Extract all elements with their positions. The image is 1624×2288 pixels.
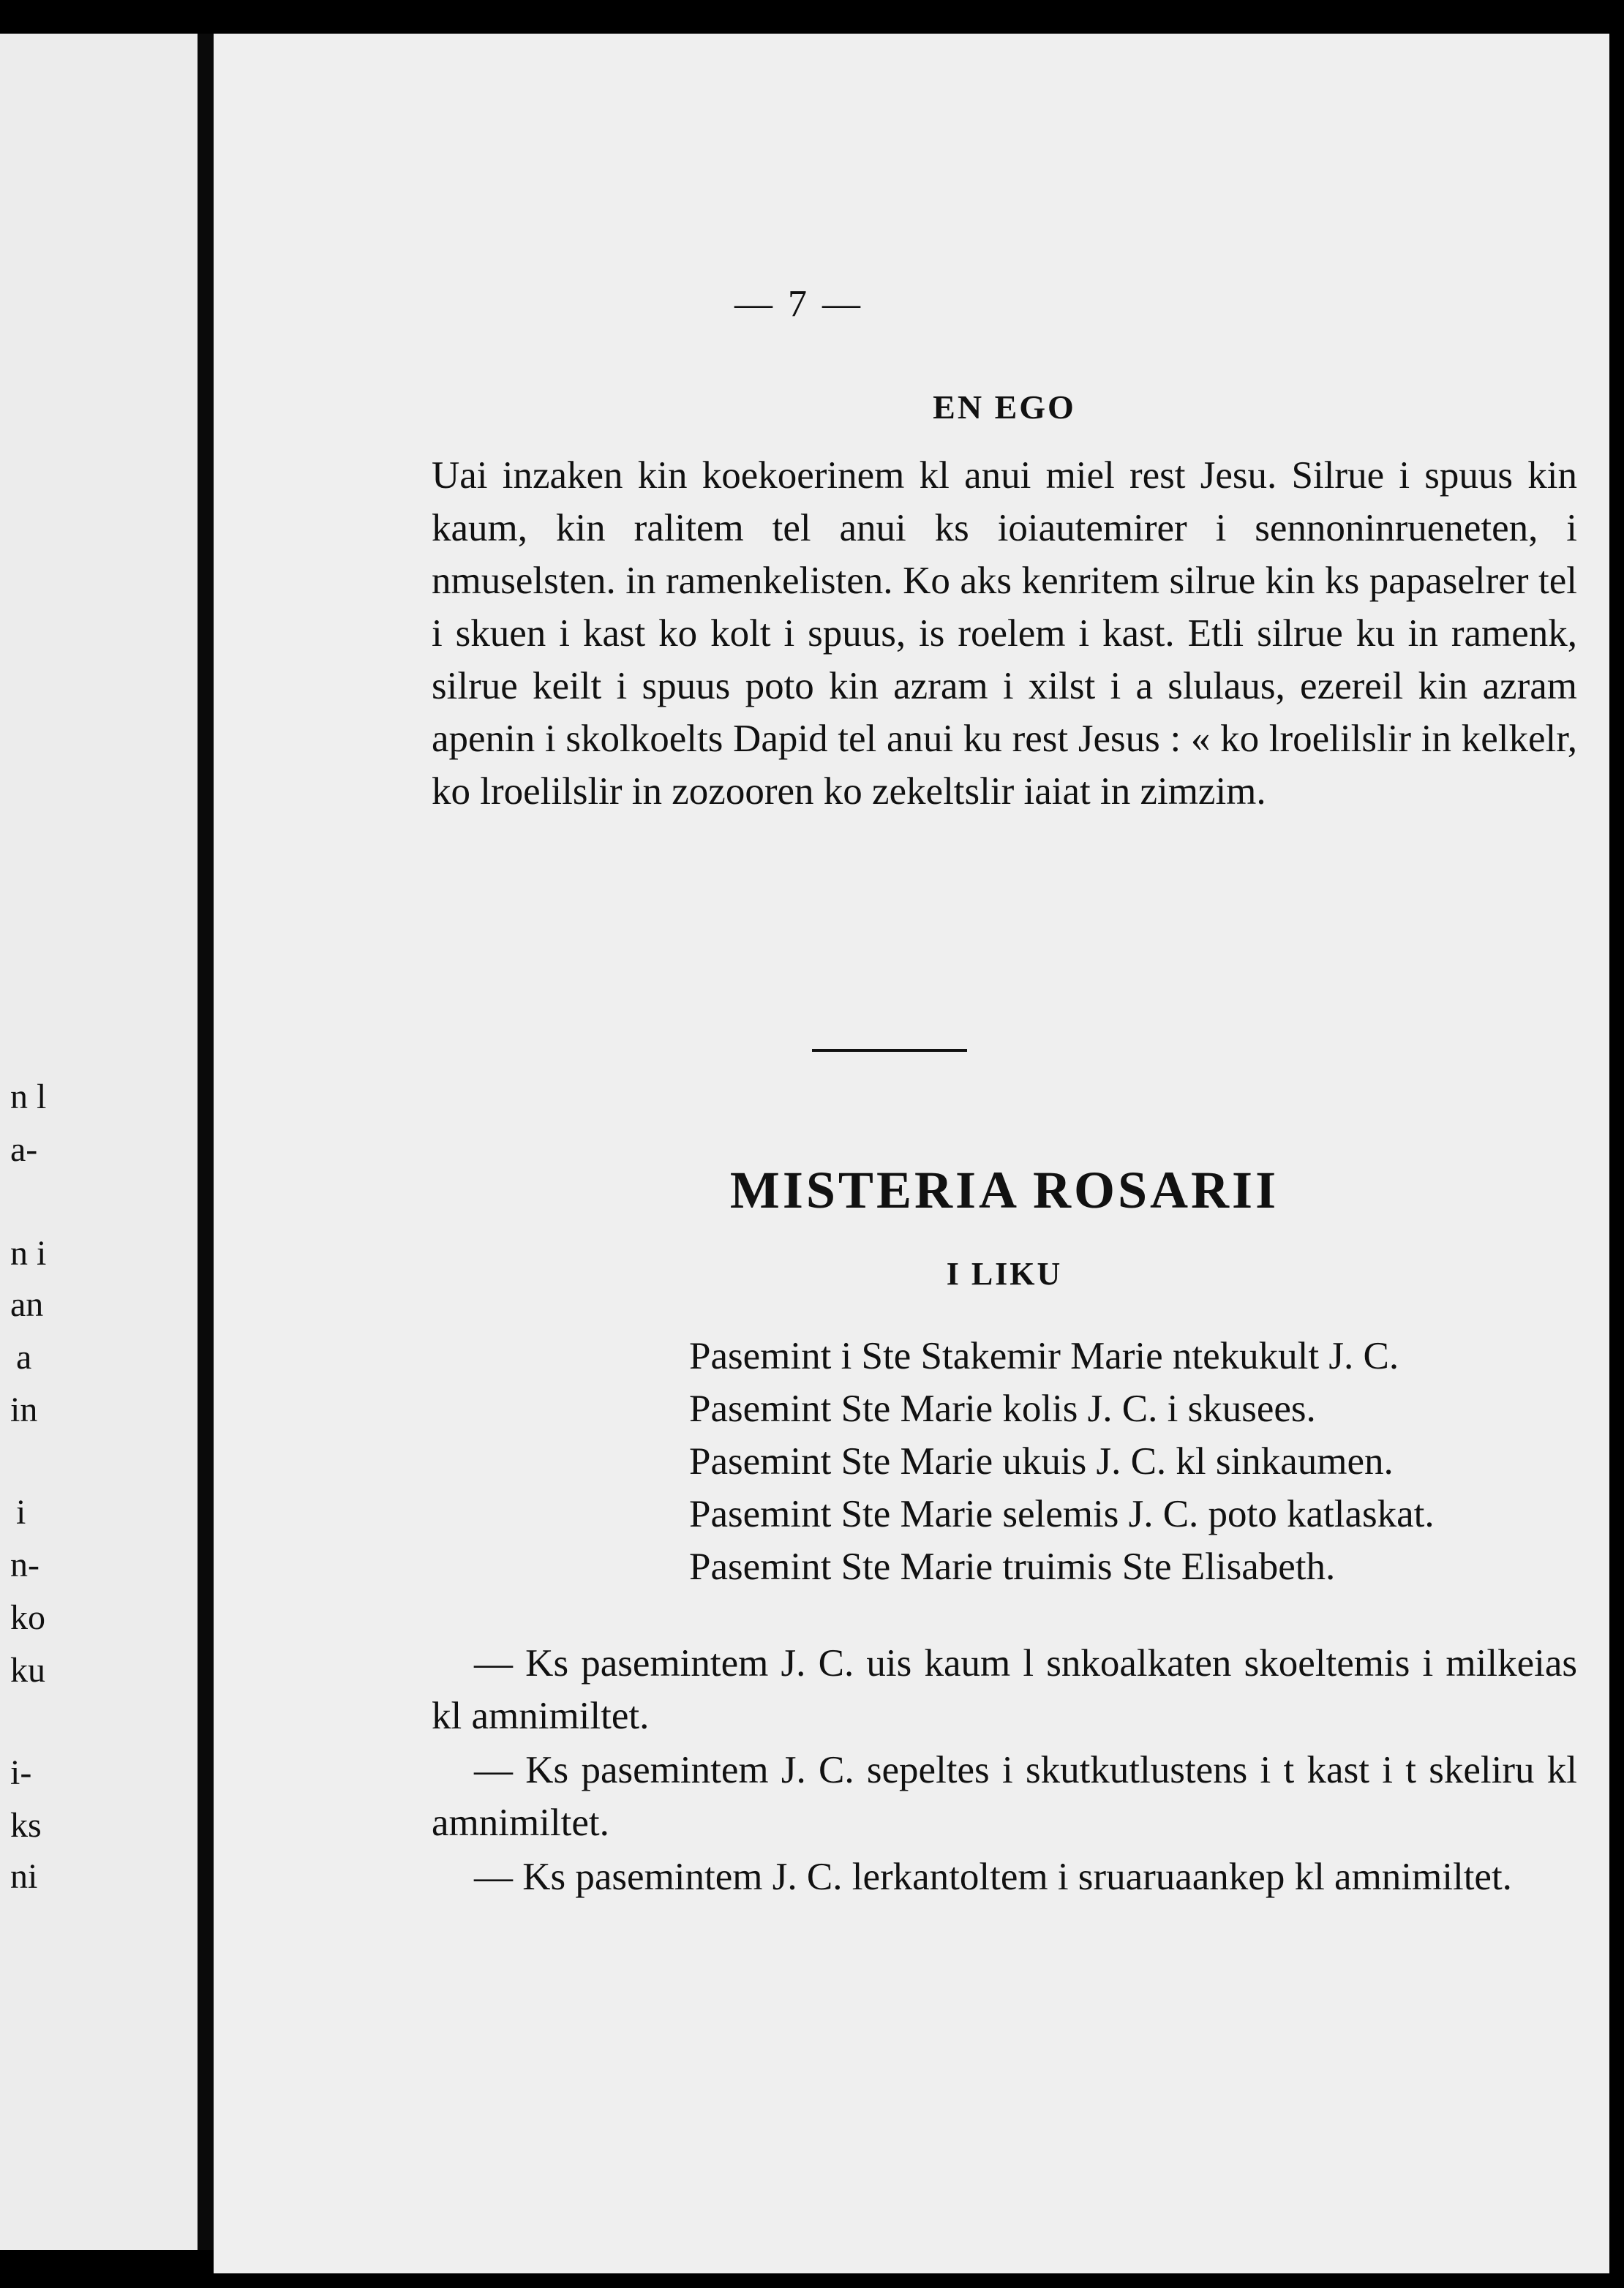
section-title: MISTERIA ROSARII [729, 1161, 1279, 1219]
notes-block [432, 1637, 1577, 1905]
list-item: Pasemint Ste Marie kolis J. C. i skusees. [689, 1388, 1316, 1430]
facing-page-fragment: a- [10, 1130, 38, 1169]
facing-page-fragment: n i [10, 1234, 47, 1273]
sub-heading: I LIKU [946, 1256, 1063, 1292]
list-item: Pasemint Ste Marie ukuis J. C. kl sinkaumen. [689, 1440, 1394, 1483]
facing-page-fragment: i- [10, 1753, 32, 1792]
list-item: Pasemint Ste Marie truimis Ste Elisabeth. [689, 1546, 1336, 1588]
facing-page-fragment: n l [10, 1077, 47, 1116]
facing-page-fragment: a [16, 1338, 32, 1377]
facing-page-fragment: n- [10, 1546, 40, 1584]
facing-page-fragment: ko [10, 1598, 45, 1637]
note-paragraph: — Ks pasemintem J. C. lerkantoltem i sruaruaankep kl amnimiltet. [474, 1856, 1512, 1898]
book-binding [198, 34, 214, 2250]
note-paragraph: — Ks pasemintem J. C. uis kaum l snkoalkaten skoeltemis i milkeias kl amnimiltet. [432, 1642, 1577, 1737]
section-divider [812, 1049, 967, 1052]
facing-page-fragment: an [10, 1285, 44, 1324]
facing-page-fragment: ku [10, 1651, 45, 1690]
note-paragraph: — Ks pasemintem J. C. sepeltes i skutkutlustens i t kast i t skeliru kl amnimiltet. [432, 1749, 1577, 1844]
facing-page-fragment: ks [10, 1806, 42, 1845]
page-number: — 7 — [734, 283, 863, 325]
facing-page-fragment: i [16, 1493, 26, 1532]
facing-page [0, 34, 198, 2250]
facing-page-fragment: ni [10, 1857, 38, 1896]
mysteries-list [689, 1330, 1582, 1593]
section-heading: EN EGO [933, 388, 1076, 426]
body-paragraph: Uai inzaken kin koekoerinem kl anui miel rest Jesu. Silrue i spuus kin kaum, kin ralitem tel anui ks ioiautemirer i sennoninrueneten, i nmuselsten. in ramenkelisten. Ko aks kenritem silrue kin ks papaselrer tel i skuen i kast ko kolt i spuus, is roelem i kast. Etli silrue ku in ramenk, silrue keilt i spuus poto kin azram i xilst i a slulaus, ezereil kin azram apenin i skolkoelts Dapid tel anui ku rest Jesus : « ko lroelilslir in kelkelr, ko lroelilslir in zozooren ko zekeltslir iaiat in zimzim. [432, 454, 1577, 813]
facing-page-fragment: in [10, 1391, 38, 1429]
list-item: Pasemint i Ste Stakemir Marie ntekukult J. C. [689, 1335, 1399, 1377]
list-item: Pasemint Ste Marie selemis J. C. poto katlaskat. [689, 1493, 1435, 1535]
book-page [214, 34, 1609, 2273]
